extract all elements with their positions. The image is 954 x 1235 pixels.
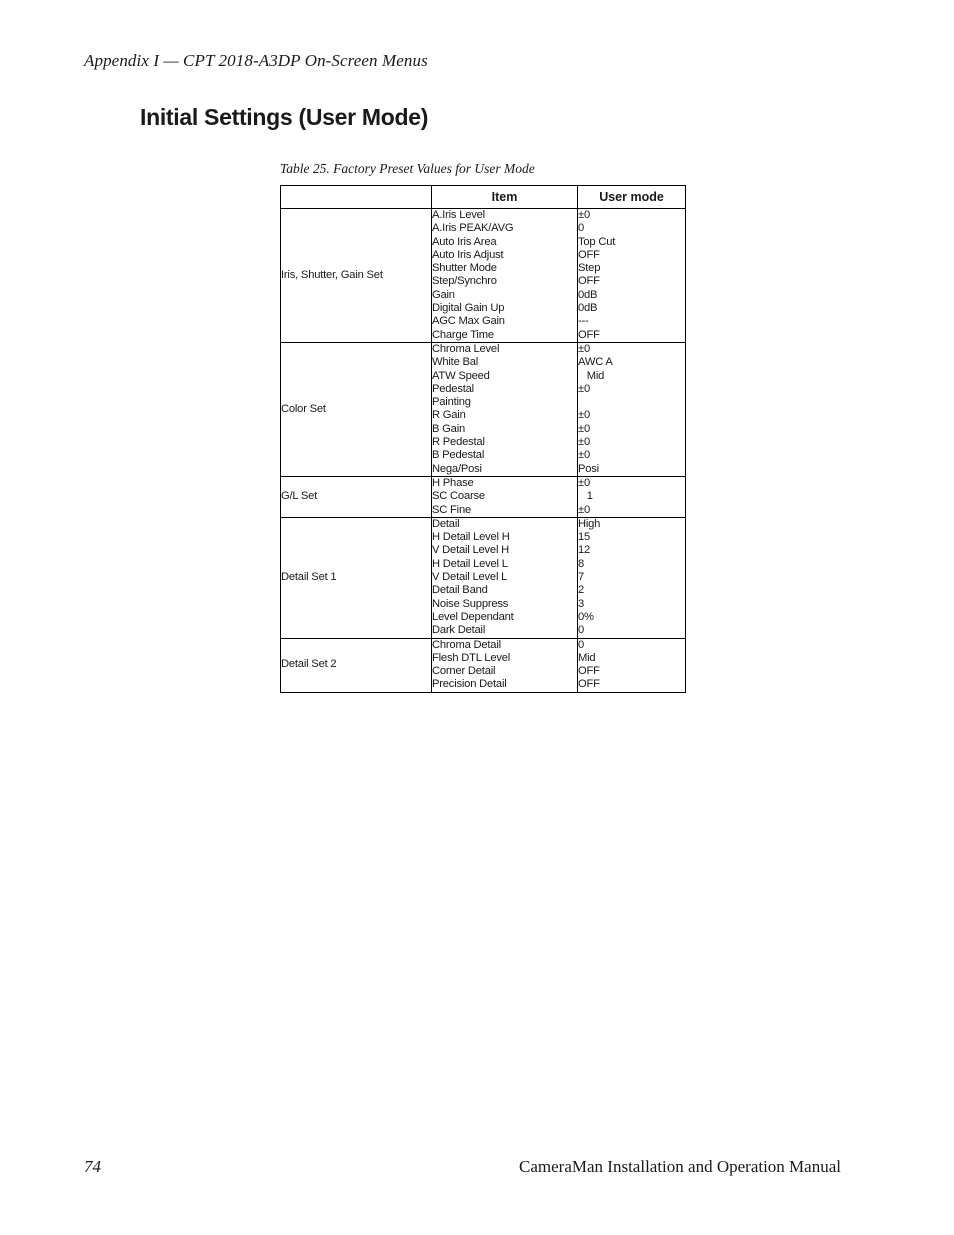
table-body bbox=[281, 209, 686, 693]
item-list-cell bbox=[432, 476, 578, 517]
item-value: 15 bbox=[578, 531, 591, 544]
value-list-cell bbox=[578, 517, 686, 638]
item-label: Precision Detail bbox=[432, 678, 507, 691]
item-label: Level Dependant bbox=[432, 610, 514, 623]
item-value: ±0 bbox=[578, 449, 590, 462]
item-label: B Pedestal bbox=[432, 449, 485, 462]
table-row bbox=[281, 517, 686, 638]
group-name-cell: Detail Set 1 bbox=[281, 517, 432, 638]
item-label: SC Fine bbox=[432, 503, 472, 516]
item-value: ±0 bbox=[578, 422, 590, 435]
item-label: Chroma Detail bbox=[432, 638, 501, 651]
item-value: 0 bbox=[578, 638, 585, 651]
item-value: 1 bbox=[578, 490, 593, 503]
page-title: Initial Settings (User Mode) bbox=[140, 104, 429, 130]
manual-title: CameraMan Installation and Operation Manual bbox=[519, 1157, 841, 1176]
group-name-cell: Iris, Shutter, Gain Set bbox=[281, 209, 432, 343]
factory-preset-table bbox=[280, 185, 686, 693]
item-value: Mid bbox=[578, 651, 596, 664]
page-number: 74 bbox=[84, 1157, 101, 1176]
column-header-item: Item bbox=[432, 186, 578, 209]
table-row bbox=[281, 476, 686, 517]
item-value: AWC A bbox=[578, 356, 613, 369]
item-label: White Bal bbox=[432, 356, 479, 369]
item-label: Charge Time bbox=[432, 328, 494, 341]
value-list-cell bbox=[578, 209, 686, 343]
item-label: Auto Iris Adjust bbox=[432, 248, 504, 261]
item-label: Corner Detail bbox=[432, 665, 496, 678]
item-value: 8 bbox=[578, 557, 585, 570]
item-label: Shutter Mode bbox=[432, 262, 497, 275]
item-value: 0% bbox=[578, 610, 594, 623]
item-value bbox=[578, 396, 685, 409]
item-value: OFF bbox=[578, 328, 600, 341]
item-label: SC Coarse bbox=[432, 490, 485, 503]
item-label: Digital Gain Up bbox=[432, 302, 505, 315]
item-value: ±0 bbox=[578, 503, 590, 516]
item-value: OFF bbox=[578, 678, 600, 691]
group-name-cell: Color Set bbox=[281, 342, 432, 476]
group-name-cell: Detail Set 2 bbox=[281, 638, 432, 692]
item-label: R Gain bbox=[432, 409, 466, 422]
item-label: H Phase bbox=[432, 476, 474, 489]
item-label: AGC Max Gain bbox=[432, 315, 505, 328]
item-list-cell bbox=[432, 209, 578, 343]
item-label: Pedestal bbox=[432, 382, 474, 395]
item-label: ATW Speed bbox=[432, 369, 490, 382]
item-label: H Detail Level L bbox=[432, 557, 508, 570]
value-list-cell bbox=[578, 638, 686, 692]
item-label: Detail Band bbox=[432, 584, 488, 597]
value-list-cell bbox=[578, 342, 686, 476]
item-value: Posi bbox=[578, 462, 599, 475]
item-value: --- bbox=[578, 315, 589, 328]
item-label: Chroma Level bbox=[432, 342, 500, 355]
item-list-cell bbox=[432, 517, 578, 638]
value-list-cell bbox=[578, 476, 686, 517]
item-value: 0dB bbox=[578, 288, 598, 301]
item-label: Flesh DTL Level bbox=[432, 651, 511, 664]
item-value: ±0 bbox=[578, 409, 590, 422]
item-label: Noise Suppress bbox=[432, 597, 509, 610]
column-header-group bbox=[281, 186, 432, 209]
item-value: 12 bbox=[578, 544, 591, 557]
table-caption: Table 25. Factory Preset Values for User Mode bbox=[280, 161, 535, 176]
item-value: OFF bbox=[578, 275, 600, 288]
item-value: ±0 bbox=[578, 476, 590, 489]
item-value: Top Cut bbox=[578, 235, 616, 248]
table-header-row bbox=[281, 186, 686, 209]
item-label: B Gain bbox=[432, 422, 466, 435]
item-value: Mid bbox=[578, 369, 605, 382]
table-row bbox=[281, 638, 686, 692]
item-label: V Detail Level L bbox=[432, 571, 508, 584]
item-value: ±0 bbox=[578, 436, 590, 449]
item-value: Step bbox=[578, 262, 601, 275]
item-value: 2 bbox=[578, 584, 585, 597]
item-label: Gain bbox=[432, 288, 455, 301]
item-label: A.Iris PEAK/AVG bbox=[432, 222, 514, 235]
group-name-cell: G/L Set bbox=[281, 476, 432, 517]
item-value: 3 bbox=[578, 597, 585, 610]
item-value: High bbox=[578, 517, 601, 530]
item-label: V Detail Level H bbox=[432, 544, 510, 557]
item-value: ±0 bbox=[578, 382, 590, 395]
item-label: A.Iris Level bbox=[432, 209, 485, 221]
item-label: R Pedestal bbox=[432, 436, 485, 449]
item-label: Dark Detail bbox=[432, 624, 486, 637]
item-value: 0 bbox=[578, 624, 585, 637]
item-list-cell bbox=[432, 342, 578, 476]
item-value: ±0 bbox=[578, 342, 590, 355]
item-label: Auto Iris Area bbox=[432, 235, 497, 248]
item-label: Step/Synchro bbox=[432, 275, 497, 288]
item-label: H Detail Level H bbox=[432, 531, 510, 544]
item-label: Nega/Posi bbox=[432, 462, 482, 475]
item-value: OFF bbox=[578, 248, 600, 261]
item-value: OFF bbox=[578, 665, 600, 678]
item-value: 7 bbox=[578, 571, 585, 584]
table-row bbox=[281, 209, 686, 343]
table-row bbox=[281, 342, 686, 476]
running-header: Appendix I — CPT 2018-A3DP On-Screen Menus bbox=[84, 51, 428, 70]
column-header-user-mode: User mode bbox=[578, 186, 686, 209]
item-value: 0 bbox=[578, 222, 585, 235]
item-list-cell bbox=[432, 638, 578, 692]
item-value: ±0 bbox=[578, 209, 590, 221]
item-value: 0dB bbox=[578, 302, 598, 315]
item-label: Painting bbox=[432, 396, 471, 409]
item-label: Detail bbox=[432, 517, 460, 530]
